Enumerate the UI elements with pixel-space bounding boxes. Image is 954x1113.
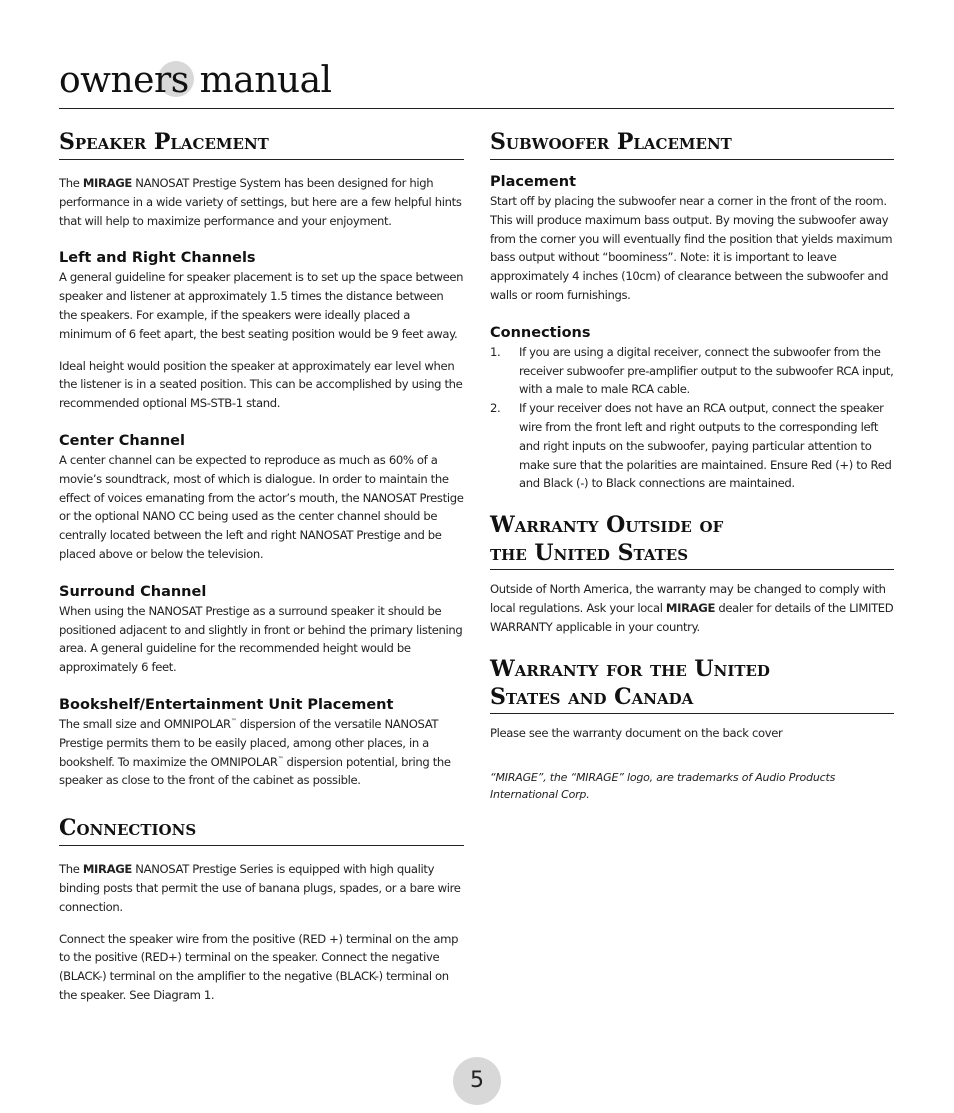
connections-text-post: NANOSAT Prestige Series is equipped with high quality binding posts that permit the use of banana plugs, spades, or a bare wire connection.	[59, 862, 461, 914]
header-rule	[59, 108, 894, 109]
surround-channel-heading: Surround Channel	[59, 583, 207, 600]
connections-text-pre: The	[59, 862, 83, 877]
subwoofer-placement-subheading: Placement	[490, 174, 577, 190]
page-number: 5	[470, 1068, 484, 1093]
warranty-outside-us-heading	[490, 511, 894, 570]
connections-paragraph-2: Connect the speaker wire from the positive (RED +) terminal on the amp to the positive (RED+) terminal on the speaker. Connect the negative (BLACK-) terminal on the amplifier to the negative (BLACK-) terminal on the speaker. See Diagram 1.	[59, 931, 459, 1002]
warranty-us-heading-line-1: Warranty for the United	[490, 655, 770, 682]
warranty-us-canada-paragraph: Please see the warranty document on the back cover	[490, 725, 783, 740]
brand-name: MIRAGE	[82, 862, 132, 877]
intro-text-pre: The	[59, 176, 83, 190]
left-right-channels-paragraph-2: Ideal height would position the speaker at approximately ear level when the listener is in a seated position. This can be accomplished by using the recommended optional MS-STB-1 stand.	[59, 358, 463, 411]
left-column	[59, 128, 464, 1005]
bookshelf-text-b: dispersion of the versatile NANOSAT Prestige permits them to be easily placed, among other places, in a bookshelf. To maximize the OMNIPOLAR	[59, 716, 439, 769]
right-column	[490, 128, 894, 803]
surround-channel-paragraph: When using the NANOSAT Prestige as a surround speaker it should be positioned adjacent to and slightly in front or behind the primary listening area. A general guideline for the recommended height would be approximately 6 feet.	[59, 603, 463, 675]
subwoofer-connections-heading: Connections	[490, 324, 591, 341]
warranty-outside-text-post: dealer for details of the LIMITED WARRANTY applicable in your country.	[490, 600, 894, 634]
brand-name: MIRAGE	[82, 176, 132, 190]
list-item	[490, 399, 894, 493]
speaker-placement-heading: Speaker Placement	[59, 128, 464, 160]
subwoofer-placement-heading: Subwoofer Placement	[490, 128, 894, 160]
speaker-placement-intro	[59, 174, 464, 230]
warranty-outside-heading-line-1: Warranty Outside of	[490, 512, 724, 539]
trademark-symbol: ™	[230, 718, 237, 726]
left-right-channels-heading: Left and Right Channels	[59, 250, 256, 267]
subwoofer-connections-list	[490, 343, 894, 493]
center-channel-heading: Center Channel	[59, 432, 185, 449]
trademark-notice: “MIRAGE”, the “MIRAGE” logo, are trademarks of Audio Products International Corp.	[490, 771, 836, 801]
warranty-outside-us-paragraph	[490, 580, 894, 636]
warranty-outside-heading-line-2: the United States	[490, 540, 689, 567]
list-item-number: 1.	[490, 344, 501, 359]
intro-text-post: NANOSAT Prestige System has been designed for high performance in a wide variety of settings, but here are a few helpful hints that will help to maximize performance and your enjoyment.	[59, 176, 462, 228]
brand-name: MIRAGE	[665, 600, 716, 615]
trademark-symbol: ™	[277, 755, 284, 763]
bookshelf-text-c: dispersion potential, bring the speaker as close to the front of the cabinet as possible.	[59, 754, 451, 788]
list-item-number: 2.	[490, 401, 501, 416]
list-item-text: If you are using a digital receiver, connect the subwoofer from the receiver subwoofer pre-amplifier output to the subwoofer RCA input, with a male to male RCA cable.	[519, 344, 894, 397]
list-item	[490, 343, 894, 399]
page-title: owners manual	[59, 60, 332, 101]
subwoofer-placement-paragraph: Start off by placing the subwoofer near a corner in the front of the room. This will produce maximum bass output. By moving the subwoofer away from the corner you will eventually find the position that yields maximum bass output without “boominess”. Note: it is important to leave approximately 4 inches (10cm) of clearance between the subwoofer and walls or room furnishings.	[490, 194, 893, 302]
warranty-us-heading-line-2: States and Canada	[490, 683, 694, 710]
list-item-text: If your receiver does not have an RCA output, connect the speaker wire from the front left and right outputs to the corresponding left and right inputs on the subwoofer, paying particular attention to make sure that the polarities are maintained. Ensure Red (+) to Red and Black (-) to Black connections are maintained.	[519, 401, 892, 491]
bookshelf-text-a: The small size and OMNIPOLAR	[59, 716, 231, 731]
connections-heading: Connections	[59, 814, 464, 846]
bookshelf-placement-paragraph	[59, 715, 464, 790]
bookshelf-placement-heading: Bookshelf/Entertainment Unit Placement	[59, 696, 394, 713]
left-right-channels-paragraph-1: A general guideline for speaker placement is to set up the space between speaker and listener at approximately 1.5 times the distance between the speakers. For example, if the speakers were ideally placed a minimum of 6 feet apart, the best seating position would be 9 feet away.	[59, 270, 464, 341]
center-channel-paragraph: A center channel can be expected to reproduce as much as 60% of a movie’s soundtrack, most of which is dialogue. In order to maintain the effect of voices emanating from the actor’s mouth, the NANOSAT Prestige or the optional NANO CC being used as the center channel should be centrally located between the left and right NANOSAT Prestige and be placed above or below the television.	[59, 452, 464, 561]
warranty-outside-text-pre: Outside of North America, the warranty may be changed to comply with local regulations. Ask your local	[490, 582, 886, 615]
connections-paragraph-1	[59, 860, 464, 916]
warranty-us-canada-heading	[490, 655, 894, 714]
